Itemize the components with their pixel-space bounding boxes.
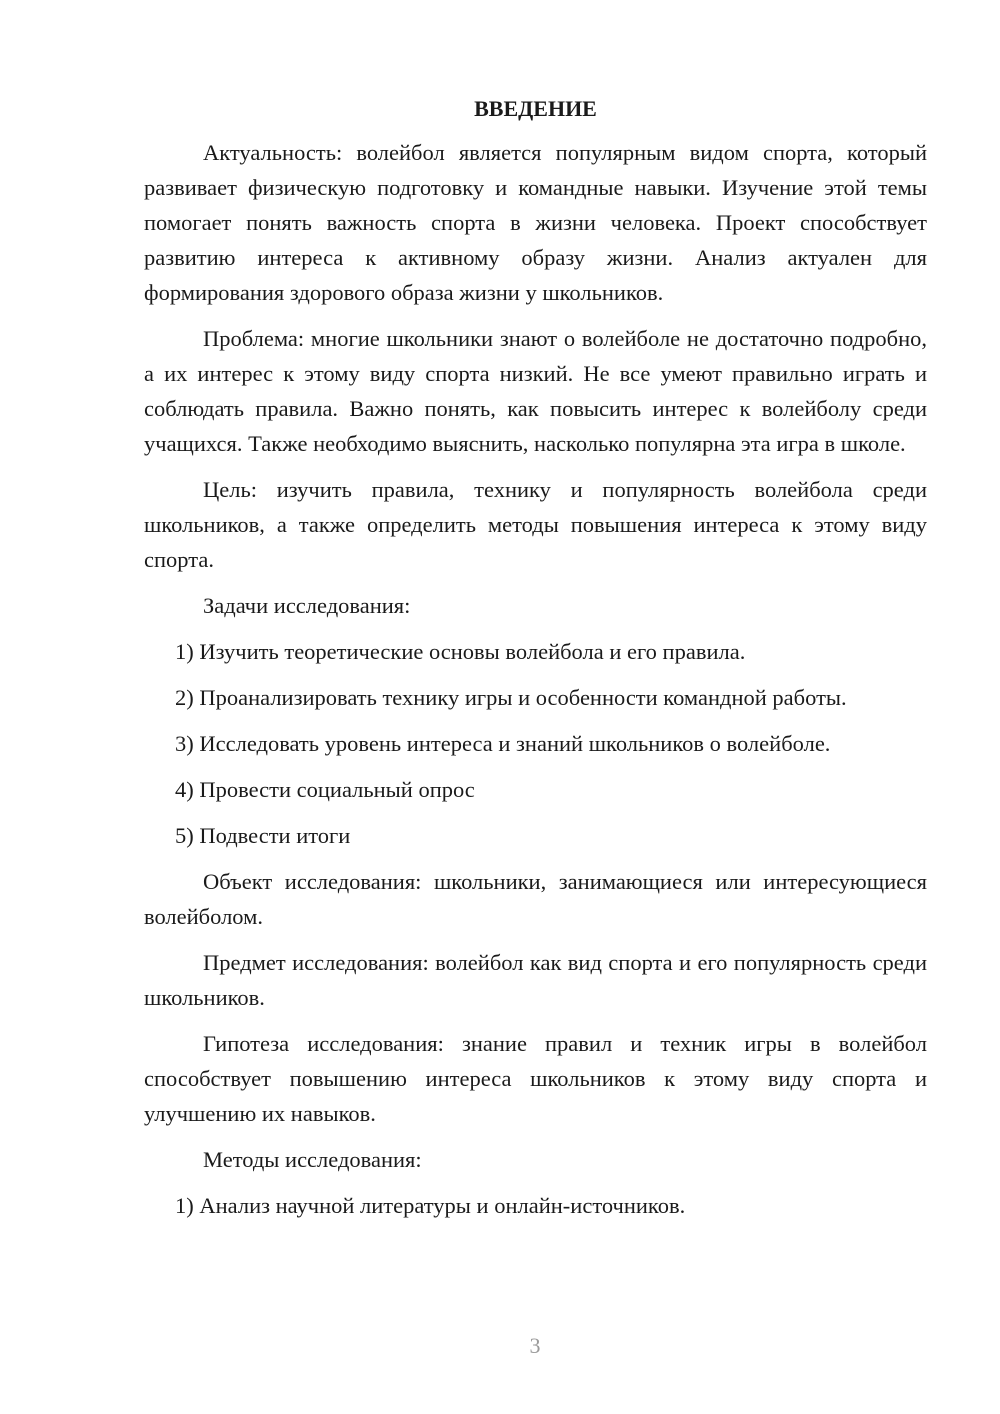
task-item-5: 5) Подвести итоги <box>175 823 351 848</box>
paragraph-problem: Проблема: многие школьники знают о волейболе не достаточно подробно, а их интерес к этому виду спорта низкий. Не все умеют правильно играть и соблюдать правила. Важно понять, как повысить интерес к волейболу среди учащихся. Также необходимо выяснить, насколько популярна эта игра в школе. <box>144 326 927 456</box>
task-item-3: 3) Исследовать уровень интереса и знаний школьников о волейболе. <box>175 731 831 756</box>
task-item-4: 4) Провести социальный опрос <box>175 777 475 802</box>
methods-heading: Методы исследования: <box>203 1147 422 1172</box>
paragraph-goal: Цель: изучить правила, технику и популярность волейбола среди школьников, а также определить методы повышения интереса к этому виду спорта. <box>144 477 927 572</box>
page-number: 3 <box>529 1333 541 1358</box>
page-title: ВВЕДЕНИЕ <box>474 96 597 121</box>
paragraph-relevance: Актуальность: волейбол является популярным видом спорта, который развивает физическую подготовку и командные навыки. Изучение этой темы помогает понять важность спорта в жизни человека. Проект способствует развитию интереса к активному образу жизни. Анализ актуален для формирования здорового образа жизни у школьников. <box>144 140 927 305</box>
paragraph-hypothesis: Гипотеза исследования: знание правил и техник игры в волейбол способствует повышению интереса школьников к этому виду спорта и улучшению их навыков. <box>144 1031 927 1126</box>
tasks-heading: Задачи исследования: <box>203 593 411 618</box>
paragraph-subject: Предмет исследования: волейбол как вид спорта и его популярность среди школьников. <box>144 950 927 1010</box>
task-item-2: 2) Проанализировать технику игры и особенности командной работы. <box>175 685 847 710</box>
method-item-1: 1) Анализ научной литературы и онлайн-источников. <box>175 1193 686 1218</box>
paragraph-object: Объект исследования: школьники, занимающиеся или интересующиеся волейболом. <box>144 869 927 929</box>
page-content <box>144 94 927 1234</box>
task-item-1: 1) Изучить теоретические основы волейбола и его правила. <box>175 639 746 664</box>
